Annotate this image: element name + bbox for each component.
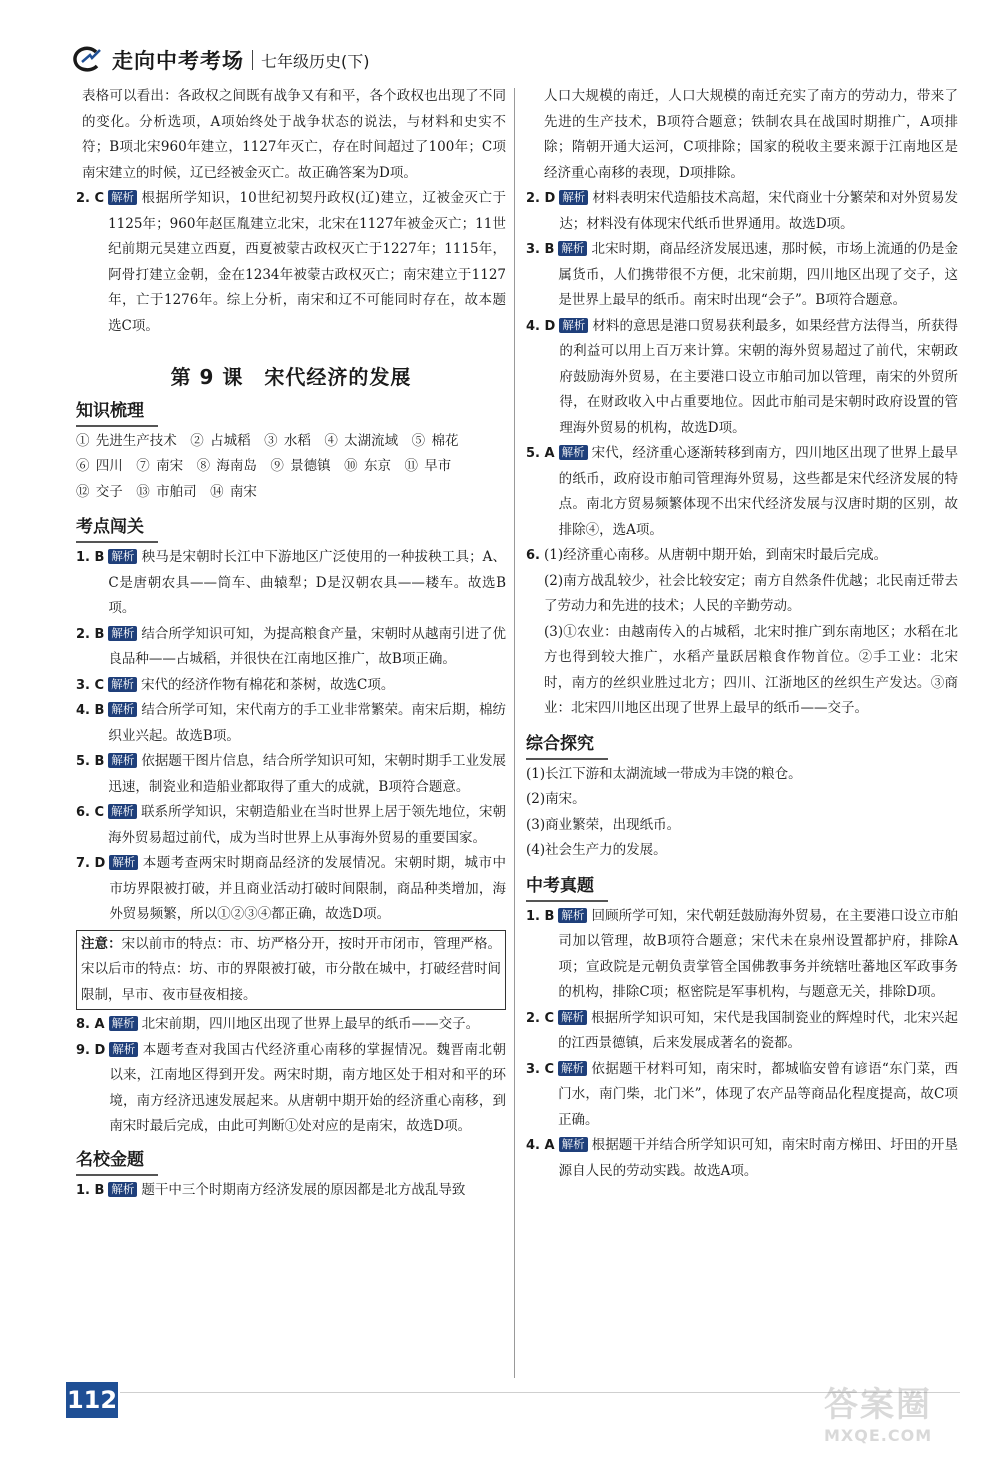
answer-text: 本题考查两宋时期商品经济的发展情况。宋朝时期，城市中市坊界限被打破，并且商业活动打破时间限制，商品种类增加，海外贸易频繁，所以①②③④都正确，故选D项。	[109, 855, 506, 922]
answer-text: 本题考查对我国古代经济重心南移的掌握情况。魏晋南北朝以来，江南地区得到开发。两宋时期，南方地区处于相对和平的环境，南方经济迅速发展起来。从唐朝中期开始的经济重心南移，到南宋时最后完成，由此可判断①处对应的是南宋，故选D项。	[109, 1041, 506, 1134]
jiexi-badge: 解析	[558, 908, 587, 923]
answer-number: 6.	[526, 548, 540, 563]
page-header	[70, 40, 370, 80]
answer-number: 1. B	[76, 1182, 105, 1198]
answer-number: 8. A	[76, 1017, 105, 1032]
answer-text: 宋代的经济作物有棉花和茶树，故选C项。	[141, 676, 395, 693]
section-title: 知识梳理	[76, 400, 144, 421]
column-divider	[514, 88, 515, 1378]
answer-number: 7. D	[76, 856, 106, 871]
answer-subpart: (2)南方战乱较少，社会比较安定；南方自然条件优越；北民南迁带去了劳动力和先进的技术；人民的辛勤劳动。	[543, 572, 958, 614]
answer-text: 北宋前期，四川地区出现了世界上最早的纸币——交子。	[141, 1016, 480, 1032]
answer-number: 2. D	[526, 191, 556, 206]
right-column	[526, 84, 958, 1184]
jiexi-badge: 解析	[108, 1182, 137, 1197]
section-rule	[76, 425, 158, 427]
answer-text: 秧马是宋朝时长江中下游地区广泛使用的一种拔秧工具；A、C是唐朝农具——筒车、曲辕犁；D是汉朝农具——耧车。故选B项。	[108, 549, 506, 616]
answer-item	[76, 545, 506, 622]
section-rule	[76, 541, 158, 543]
brand-logo-icon	[70, 46, 104, 74]
continued-answer: 表格可以看出：各政权之间既有战争又有和平，各个政权也出现了不同的变化。分析选项，A项始终处于战争状态的说法，与材料和史实不符；B项北宋960年建立，1127年灭亡，存在时间超过了100年；C项南宋建立的时候，辽已经被金灭亡。故正确答案为D项。	[82, 88, 506, 181]
answer-item	[76, 622, 506, 673]
answer-item	[76, 186, 506, 339]
section-title: 综合探究	[526, 733, 594, 754]
answer-text: 依据题干材料可知，南宋时，都城临安曾有谚语“东门菜，西门水，南门柴，北门米”，体现了农产品等商品化程度提高，故C项正确。	[558, 1060, 958, 1128]
answer-number: 6. C	[76, 805, 105, 820]
jiexi-badge: 解析	[559, 318, 588, 333]
answer-number: 3. B	[526, 242, 555, 257]
answer-text: 依据题干图片信息，结合所学知识可知，宋朝时期手工业发展迅速，制瓷业和造船业都取得了重大的成就，B项符合题意。	[108, 753, 506, 795]
answer-number: 3. C	[76, 677, 105, 693]
note-box	[76, 930, 506, 1011]
knowledge-line: ⑥ 四川 ⑦ 南宋 ⑧ 海南岛 ⑨ 景德镇 ⑩ 东京 ⑪ 早市	[76, 458, 452, 474]
jiexi-badge: 解析	[559, 445, 588, 460]
answer-number: 2. C	[76, 191, 105, 206]
jiexi-badge: 解析	[108, 626, 137, 641]
answer-item	[526, 1057, 958, 1134]
jiexi-badge: 解析	[108, 190, 137, 205]
answer-item	[76, 800, 506, 851]
note-label: 注意：	[81, 935, 122, 952]
knowledge-line: ① 先进生产技术 ② 占城稻 ③ 水稻 ④ 太湖流域 ⑤ 棉花	[76, 432, 459, 449]
jiexi-badge: 解析	[108, 804, 137, 819]
header-divider	[252, 50, 253, 70]
answer-item	[526, 1133, 958, 1184]
lesson-title: 第 9 课 宋代经济的发展	[170, 365, 412, 389]
explore-line: (1)长江下游和太湖流域一带成为丰饶的粮仓。	[526, 765, 802, 782]
jiexi-badge: 解析	[109, 855, 138, 870]
watermark	[824, 1377, 964, 1457]
knowledge-line: ⑫ 交子 ⑬ 市舶司 ⑭ 南宋	[76, 483, 257, 500]
left-column	[76, 84, 506, 1203]
answer-subpart: (1)经济重心南移。从唐朝中期开始，到南宋时最后完成。	[543, 547, 888, 563]
explore-line: (4)社会生产力的发展。	[526, 842, 667, 858]
answer-text: 宋代，经济重心逐渐转移到南方，四川地区出现了世界上最早的纸币，政府设市舶司管理海外贸易，这些都是宋代经济发展的特点。南北方贸易频繁体现不出宋代经济发展与汉唐时期的区别，故排除④，选A项。	[558, 445, 958, 538]
note-text: 宋以前市的特点：市、坊严格分开，按时开市闭市，管理严格。宋以后市的特点：坊、市的界限被打破，市分散在城中，打破经营时间限制，早市、夜市昼夜相接。	[81, 935, 502, 1003]
section-title: 名校金题	[76, 1149, 144, 1170]
answer-number: 2. C	[526, 1010, 555, 1026]
answer-text: 材料的意思是港口贸易获利最多，如果经营方法得当，所获得的利益可以用上百万来计算。宋朝的海外贸易超过了前代，宋朝政府鼓励海外贸易，在主要港口设立市舶司加以管理，南宋的外贸所得，在财政收入中占重要地位。因此市舶司是宋朝时政府设置的管理海外贸易的机构，故选D项。	[559, 317, 958, 436]
answer-number: 5. A	[526, 446, 555, 461]
continued-answer: 人口大规模的南迁，人口大规模的南迁充实了南方的劳动力，带来了先进的生产技术，B项符合题意；铁制农具在战国时期推广，A项排除；隋朝开通大运河，C项排除；国家的税收主要来源于江南地区是经济重心南移的表现，D项排除。	[544, 88, 958, 181]
page-number: 112	[66, 1382, 118, 1418]
answer-item	[76, 749, 506, 800]
answer-text: 根据所学知识可知，宋代是我国制瓷业的辉煌时代，北宋兴起的江西景德镇，后来发展成著名的瓷都。	[558, 1009, 958, 1051]
answer-number: 2. B	[76, 626, 105, 642]
answer-item	[76, 1178, 506, 1204]
jiexi-badge: 解析	[558, 1061, 587, 1076]
answer-item	[76, 673, 506, 699]
watermark-logo: 答案圈	[824, 1385, 932, 1425]
answer-number: 5. B	[76, 754, 105, 769]
answer-item	[526, 237, 958, 314]
section-title: 中考真题	[526, 875, 594, 896]
answer-item	[76, 1012, 506, 1038]
answer-item	[76, 698, 506, 749]
answer-text: 根据所学知识，10世纪初契丹政权(辽)建立，辽被金灭亡于1125年；960年赵匡胤建立北宋，北宋在1127年被金灭亡；11世纪前期元昊建立西夏，西夏被蒙古政权灭亡于1227年；1115年，阿骨打建立金朝，金在1234年被蒙古政权灭亡；南宋建立于1127年，亡于1276年。综上分析，南宋和辽不可能同时存在，故本题选C项。	[108, 190, 506, 334]
answer-item	[526, 1006, 958, 1057]
answer-item	[76, 851, 506, 928]
answer-number: 1. B	[76, 550, 105, 565]
answer-text: 联系所学知识，宋朝造船业在当时世界上居于领先地位，宋朝海外贸易超过前代，成为当时世界上从事海外贸易的重要国家。	[108, 804, 506, 846]
watermark-url: MXQE.COM	[824, 1426, 933, 1445]
answer-number: 9. D	[76, 1042, 106, 1058]
jiexi-badge: 解析	[558, 1010, 587, 1025]
section-rule	[76, 1174, 158, 1176]
jiexi-badge: 解析	[559, 1137, 588, 1152]
jiexi-badge: 解析	[559, 190, 588, 205]
answer-item	[526, 543, 958, 722]
answer-item	[526, 314, 958, 442]
section-rule	[526, 758, 608, 760]
jiexi-badge: 解析	[108, 549, 137, 564]
answer-text: 北宋时期，商品经济发展迅速，那时候，市场上流通的仍是金属货币，人们携带很不方便，北宋前期，四川地区出现了交子，这是世界上最早的纸币。南宋时出现“会子”。B项符合题意。	[558, 241, 958, 308]
jiexi-badge: 解析	[109, 1016, 138, 1031]
answer-text: 结合所学可知，宋代南方的手工业非常繁荣。南宋后期，棉纺织业兴起。故选B项。	[108, 702, 506, 744]
answer-text: 材料表明宋代造船技术高超，宋代商业十分繁荣和对外贸易发达；材料没有体现宋代纸币世界通用。故选D项。	[559, 190, 958, 232]
book-subtitle: 七年级历史(下)	[261, 51, 370, 71]
answer-number: 4. D	[526, 318, 556, 334]
answer-text: 根据题干并结合所学知识可知，南宋时南方梯田、圩田的开垦源自人民的劳动实践。故选A项。	[558, 1137, 958, 1179]
jiexi-badge: 解析	[108, 702, 137, 717]
answer-item	[76, 1038, 506, 1140]
answer-number: 1. B	[526, 908, 555, 924]
answer-text: 结合所学知识可知，为提高粮食产量，宋朝时从越南引进了优良品种——占城稻，并很快在江南地区推广，故B项正确。	[108, 625, 506, 667]
answer-text: 回顾所学可知，宋代朝廷鼓励海外贸易，在主要港口设立市舶司加以管理，故B项符合题意；宋代未在泉州设置都护府，排除A项；宣政院是元朝负责掌管全国佛教事务并统辖吐蕃地区军政事务的机构，排除C项；枢密院是军事机构，与题意无关，排除D项。	[558, 907, 958, 1000]
answer-item	[526, 904, 958, 1006]
section-title: 考点闯关	[76, 517, 144, 537]
answer-item	[526, 186, 958, 237]
section-rule	[526, 900, 608, 902]
answer-text: 题干中三个时期南方经济发展的原因都是北方战乱导致	[141, 1181, 466, 1198]
explore-line: (2)南宋。	[526, 791, 586, 807]
answer-number: 3. C	[526, 1061, 555, 1077]
answer-subpart: (3)①农业：由越南传入的占城稻，北宋时推广到东南地区；水稻在北方也得到较大推广，水稻产量跃居粮食作物首位。②手工业：北宋时，南方的丝织业胜过北方；四川、江浙地区的丝织生产发达。③商业：北宋四川地区出现了世界上最早的纸币——交子。	[543, 623, 958, 716]
jiexi-badge: 解析	[558, 241, 587, 256]
answer-number: 4. A	[526, 1138, 555, 1153]
answer-number: 4. B	[76, 703, 105, 718]
explore-line: (3)商业繁荣，出现纸币。	[526, 816, 681, 833]
brand-title: 走向中考考场	[112, 49, 244, 73]
jiexi-badge: 解析	[108, 677, 137, 692]
jiexi-badge: 解析	[108, 753, 137, 768]
answer-item	[526, 441, 958, 543]
jiexi-badge: 解析	[109, 1042, 138, 1057]
